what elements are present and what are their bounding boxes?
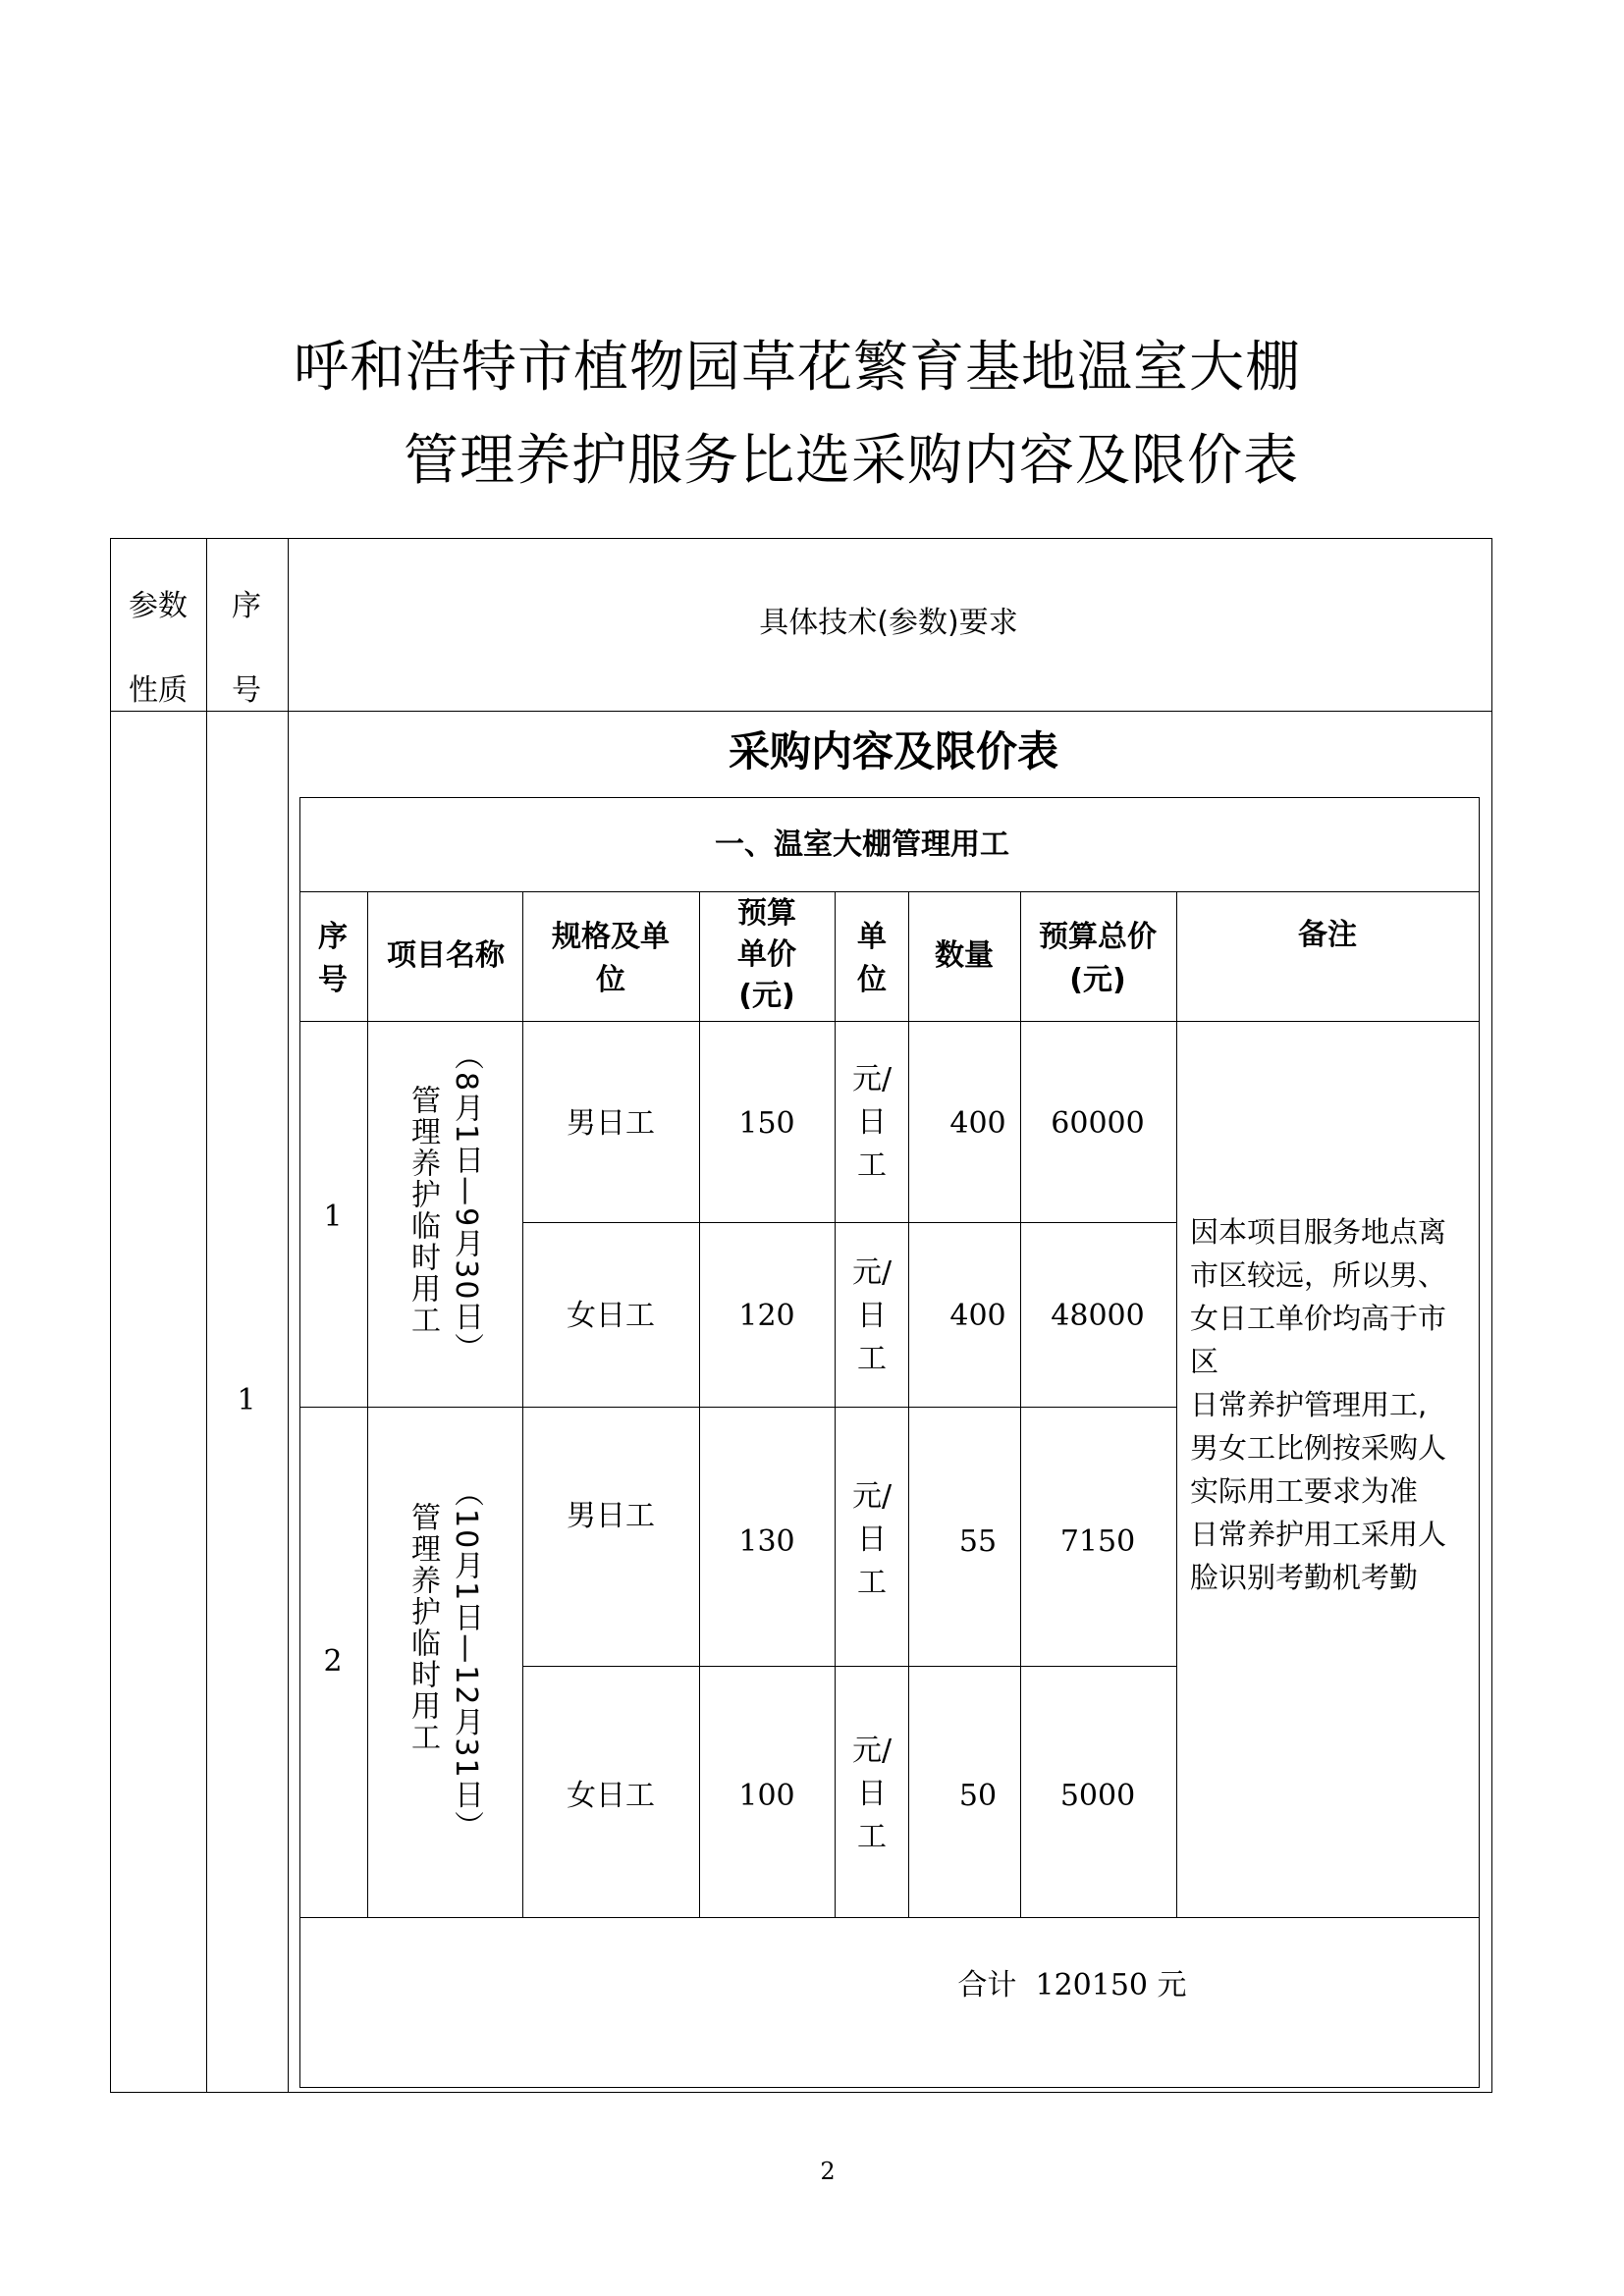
group1-row1-qty: 400 bbox=[949, 1106, 1006, 1141]
group1-row1-unit: 元/ 日 工 bbox=[851, 1062, 893, 1183]
col-header-remark: 备注 bbox=[1298, 918, 1357, 952]
group2-name-main: 管理养护临时用工 bbox=[406, 1502, 440, 1753]
group1-row2-price: 120 bbox=[738, 1299, 795, 1333]
document-title-line2: 管理养护服务比选采购内容及限价表 bbox=[404, 429, 1299, 493]
group2-row1-price: 130 bbox=[738, 1524, 795, 1559]
group1-row1-total: 60000 bbox=[1051, 1106, 1145, 1141]
page-number: 2 bbox=[820, 2158, 836, 2185]
group1-name-period: （8月1日—9月30日） bbox=[449, 1041, 483, 1364]
inner-section-divider bbox=[299, 891, 1480, 892]
group1-seq: 1 bbox=[323, 1200, 343, 1234]
inner-row-divider-total bbox=[299, 1917, 1480, 1918]
group1-row2-unit: 元/ 日 工 bbox=[851, 1255, 893, 1376]
total-amount: 合计 120150 元 bbox=[957, 1968, 1187, 2002]
col-header-unit-price: 预算 单价 (元) bbox=[737, 896, 796, 1013]
section-title: 一、温室大棚管理用工 bbox=[715, 828, 1009, 862]
group1-name-main: 管理养护临时用工 bbox=[406, 1085, 440, 1336]
inner-col-divider-qty bbox=[1020, 891, 1021, 1917]
inner-col-divider-unit bbox=[908, 891, 909, 1917]
group2-row2-qty: 50 bbox=[958, 1779, 998, 1813]
col-header-name: 项目名称 bbox=[387, 938, 505, 973]
group2-row2-total: 5000 bbox=[1059, 1779, 1136, 1813]
col-header-seq: 序 号 bbox=[318, 920, 348, 997]
inner-col-divider-price bbox=[835, 891, 836, 1917]
col-header-unit: 单 位 bbox=[857, 920, 887, 997]
inner-col-divider-total bbox=[1176, 891, 1177, 1917]
outer-row-seq: 1 bbox=[237, 1383, 256, 1417]
inner-col-divider-name bbox=[522, 891, 523, 1917]
group2-row2-spec: 女日工 bbox=[567, 1779, 655, 1813]
inner-row-divider-group bbox=[299, 1407, 1176, 1408]
inner-col-divider-seq bbox=[367, 891, 368, 1917]
col-header-spec: 规格及单 位 bbox=[552, 920, 670, 997]
inner-col-divider-spec bbox=[699, 891, 700, 1917]
header-technical-requirements: 具体技术(参数)要求 bbox=[759, 606, 1018, 640]
group2-name-period: （10月1日—12月31日） bbox=[449, 1477, 483, 1842]
col-header-qty: 数量 bbox=[935, 938, 994, 973]
inner-header-divider bbox=[299, 1021, 1480, 1022]
group2-row1-qty: 55 bbox=[958, 1524, 998, 1559]
header-seq: 序 号 bbox=[232, 589, 261, 708]
group2-seq: 2 bbox=[323, 1644, 343, 1679]
group1-row2-spec: 女日工 bbox=[567, 1299, 655, 1333]
outer-col-divider-1 bbox=[206, 538, 207, 2093]
group1-row1-price: 150 bbox=[738, 1106, 795, 1141]
document-title-line1: 呼和浩特市植物园草花繁育基地温室大棚 bbox=[294, 336, 1301, 400]
group2-row2-unit: 元/ 日 工 bbox=[851, 1734, 893, 1854]
outer-row-divider bbox=[110, 711, 1492, 712]
group1-row2-total: 48000 bbox=[1051, 1299, 1145, 1333]
group2-row1-total: 7150 bbox=[1059, 1524, 1136, 1559]
inner-row-divider-2a bbox=[522, 1666, 1176, 1667]
outer-col-divider-2 bbox=[288, 538, 289, 2093]
group2-row2-price: 100 bbox=[738, 1779, 795, 1813]
group2-row1-spec: 男日工 bbox=[567, 1499, 655, 1533]
header-param-nature: 参数 性质 bbox=[129, 589, 188, 708]
remark-text: 因本项目服务地点离 市区较远，所以男、 女日工单价均高于市 区 日常养护管理用工, 男女工比例按采购人 实际用工要求为准 日常养护用工采用人 脸识别考勤机考勤 bbox=[1190, 1215, 1447, 1594]
group1-row2-qty: 400 bbox=[949, 1299, 1006, 1333]
inner-row-divider-1a bbox=[522, 1222, 1176, 1223]
group1-row1-spec: 男日工 bbox=[567, 1106, 655, 1141]
inner-heading: 采购内容及限价表 bbox=[728, 727, 1059, 775]
group2-row1-unit: 元/ 日 工 bbox=[851, 1479, 893, 1600]
col-header-total: 预算总价 (元) bbox=[1039, 920, 1157, 997]
